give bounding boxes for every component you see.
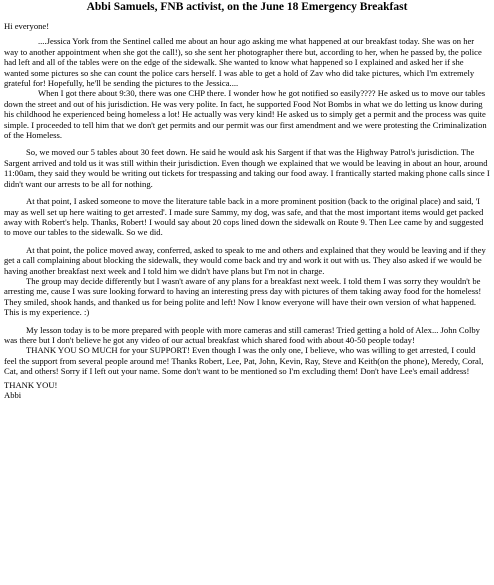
paragraph-sentinel-call: ....Jessica York from the Sentinel called me about an hour ago asking me what happened at our breakfast today. She was on her way to another appointment when she got the call!), so she sent her photographer there but, according to her, when he passed by, the police had left and all of the tables were on the edge of the sidewalk. She wanted to know what happened so I explained and asked her if she wanted some pictures so she can count the police cars herself. I was able to get a hold of Zav who did take pictures, which I'm extremely grateful for! Hopefully, he'll be sending the pictures to the Jessica.... bbox=[4, 36, 482, 89]
paragraph-literature-table: At that point, I asked someone to move the literature table back in a more prominent position (back to the original place) and said, 'I may as well set up here waiting to get arrested'. I made sure Sammy, my dog, was safe, and that the most important items would get packed away with Robert's help. Thanks, Robert! I would say about 20 cops lined down the sidewalk on Route 9. Then Lee came by and suggested to move our tables to the sidewalk. So we did. bbox=[4, 196, 484, 238]
paragraph-chp-arrival: When I got there about 9:30, there was one CHP there. I wonder how he got notified so easily???? He asked us to move our tables down the street and out of his jurisdiction. He was very polite. In fact, he supported Food Not Bombs in what we do letting us know during his childhood he experienced being homeless a lot! He actually was very kind! He asked us to simply get a permit and the process was quite simple. I proceeded to tell him that we don't get permits and our permit was our first amendment and we were protesting the Criminalization of the Homeless. bbox=[4, 88, 487, 141]
paragraph-group-decide: The group may decide differently but I wasn't aware of any plans for a breakfast next week. I told them I was sorry they wouldn't be arresting me, cause I was sure looking forward to having an interesting press day with pictures of them taking away food for the homeless! They smiled, shook hands, and thanked us for being polite and left! Now I know everyone will have their own version of what happened. This is my experience. :) bbox=[4, 275, 482, 318]
greeting: Hi everyone! bbox=[4, 21, 50, 31]
document-page bbox=[0, 1, 494, 585]
document-title: Abbi Samuels, FNB activist, on the June 18 Emergency Breakfast bbox=[86, 1, 408, 13]
paragraph-moved-tables: So, we moved our 5 tables about 30 feet down. He said he would ask his Sargent if that was the Highway Patrol's jurisdiction. The Sargent arrived and told us it was still within their jurisdiction. Even though we explained that we would be leaving in about an hour, around 11:00am, they said they would be writing out tickets for trespassing and taking our food away. I frantically started making phone calls since I didn't want our arrests to be all for nothing. bbox=[4, 147, 490, 189]
paragraph-lesson: My lesson today is to be more prepared with people with more cameras and still cameras! Tried getting a hold of Alex... John Colby was there but I don't believe he got any video of our actual breakfast which shared food with about 40-50 people today! bbox=[4, 324, 480, 345]
signature: Abbi bbox=[4, 390, 22, 400]
signoff: THANK YOU! bbox=[4, 379, 58, 390]
paragraph-police-conferred: At that point, the police moved away, conferred, asked to speak to me and others and explained that they would be leaving and if they get a call complaining about blocking the sidewalk, they would come back and try and work it out with us. They also asked if we would be having another breakfast next week and I told him we didn't have plans but I'm not in charge. bbox=[4, 244, 486, 276]
paragraph-thank-you: THANK YOU SO MUCH for your SUPPORT! Even though I was the only one, I believe, who was willing to get arrested, I could feel the support from several people around me! Thanks Robert, Lee, Pat, John, Kevin, Ray, Steve and Keith(on the phone), Meredy, Coral, Cat, and others! Sorry if I left out your name. Some don't want to be mentioned so I'm excluding them! Don't have Lee's email address! bbox=[4, 345, 484, 377]
